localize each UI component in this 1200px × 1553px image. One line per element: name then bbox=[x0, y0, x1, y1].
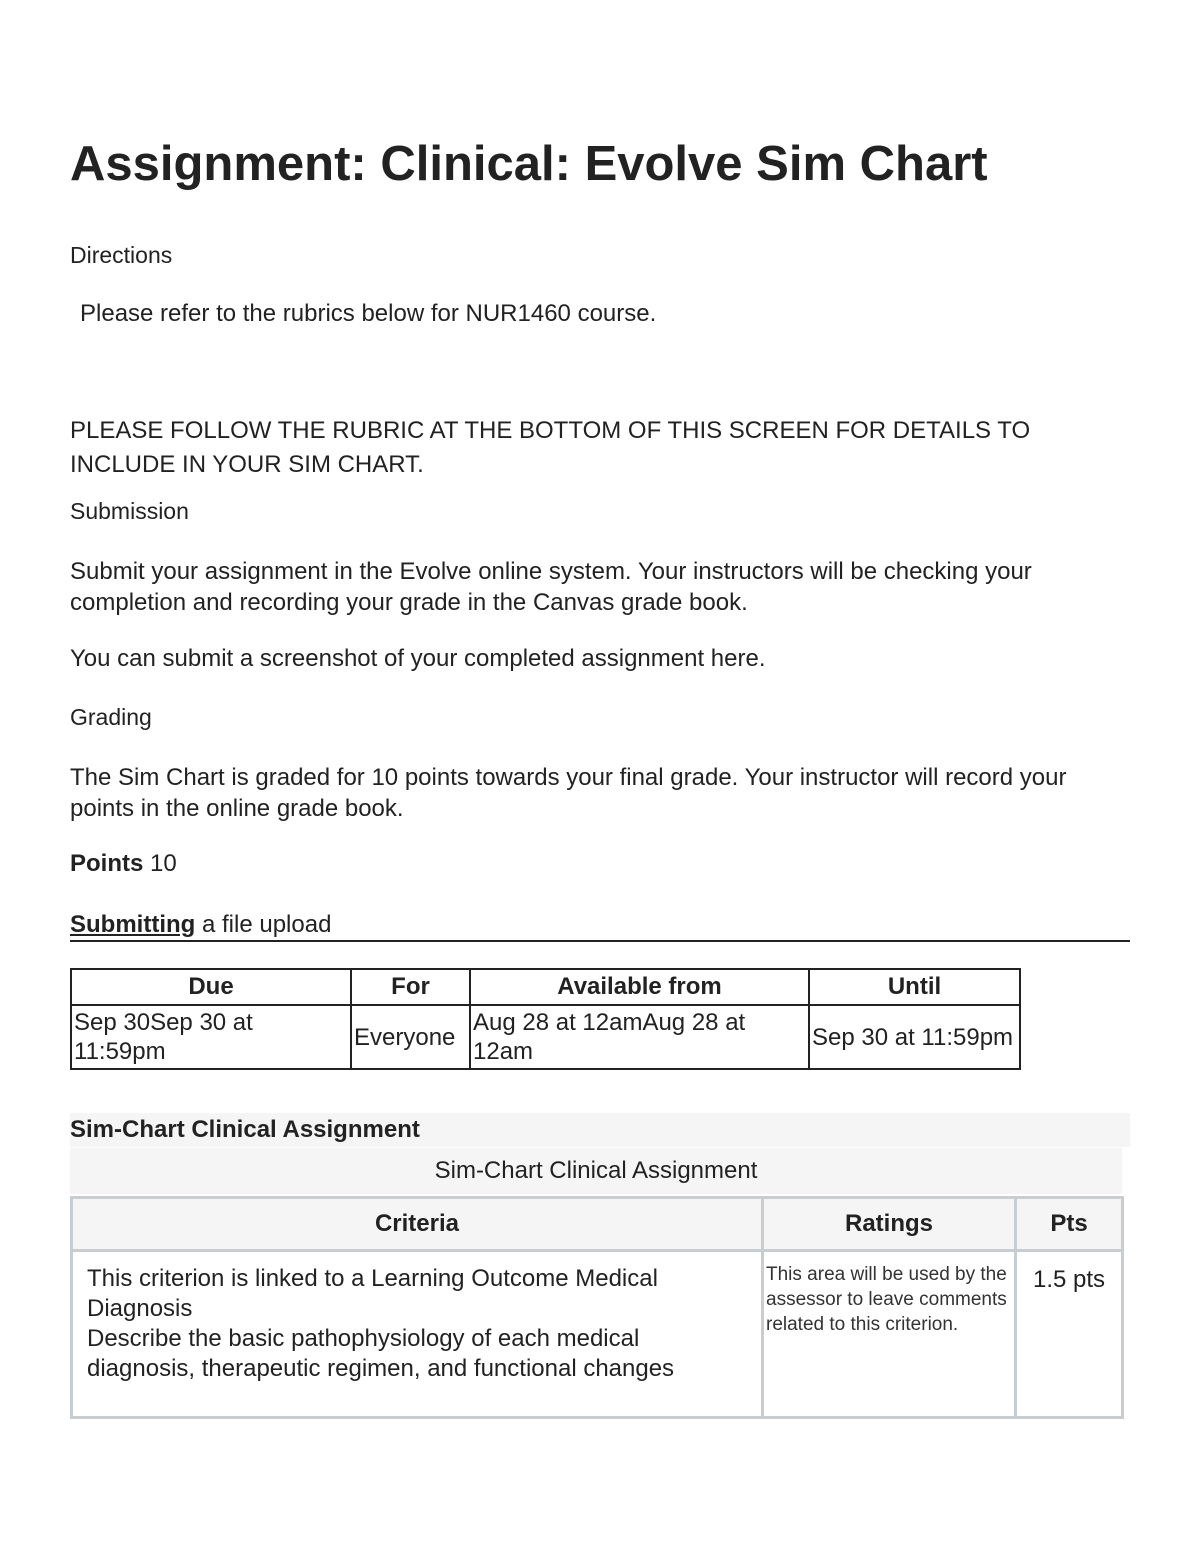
dates-row bbox=[71, 1005, 1020, 1069]
points-line bbox=[70, 849, 177, 879]
criterion-outcome: This criterion is linked to a Learning Outcome Medical Diagnosis bbox=[87, 1265, 658, 1322]
submitting-line bbox=[70, 910, 1130, 942]
directions-heading: Directions bbox=[70, 242, 173, 268]
rubric-row bbox=[72, 1251, 1123, 1418]
submitting-value: a file upload bbox=[201, 911, 332, 938]
criterion-points: 1.5 pts bbox=[1016, 1251, 1123, 1418]
rubric-caption: Sim-Chart Clinical Assignment bbox=[70, 1148, 1122, 1194]
dates-table bbox=[70, 968, 1021, 1070]
available-from-value: Aug 28 at 12amAug 28 at 12am bbox=[470, 1005, 809, 1069]
pts-header: Pts bbox=[1016, 1198, 1123, 1251]
rating-comment: This area will be used by the assessor to leave comments related to this criterion. bbox=[763, 1251, 1016, 1418]
ratings-header: Ratings bbox=[763, 1198, 1016, 1251]
due-value: Sep 30Sep 30 at 11:59pm bbox=[71, 1005, 351, 1069]
directions-line2: PLEASE FOLLOW THE RUBRIC AT THE BOTTOM OF THIS SCREEN FOR DETAILS TO INCLUDE IN YOUR SIM CHART. bbox=[70, 417, 1031, 478]
for-header: For bbox=[351, 969, 470, 1005]
for-value: Everyone bbox=[351, 1005, 470, 1069]
directions-line1: Please refer to the rubrics below for NUR1460 course. bbox=[80, 300, 657, 327]
grading-text: The Sim Chart is graded for 10 points towards your final grade. Your instructor will record your points in the online grade book. bbox=[70, 764, 1067, 822]
rubric-heading: Sim-Chart Clinical Assignment bbox=[70, 1113, 1130, 1147]
grading-heading: Grading bbox=[70, 704, 152, 730]
rubric-table bbox=[70, 1196, 1124, 1419]
submission-text: Submit your assignment in the Evolve online system. Your instructors will be checking your completion and recording your grade in the Canvas grade book. bbox=[70, 558, 1032, 616]
criterion-cell bbox=[72, 1251, 763, 1418]
dates-header-row bbox=[71, 969, 1020, 1005]
submitting-label: Submitting bbox=[70, 911, 196, 938]
until-header: Until bbox=[809, 969, 1020, 1005]
points-value: 10 bbox=[150, 850, 177, 877]
available-from-header: Available from bbox=[470, 969, 809, 1005]
submission-heading: Submission bbox=[70, 498, 189, 524]
rubric-header-row bbox=[72, 1198, 1123, 1251]
page-title: Assignment: Clinical: Evolve Sim Chart bbox=[70, 137, 988, 191]
points-label: Points bbox=[70, 850, 144, 877]
until-value: Sep 30 at 11:59pm bbox=[809, 1005, 1020, 1069]
submission-screenshot-text: You can submit a screenshot of your completed assignment here. bbox=[70, 645, 766, 672]
criterion-description: Describe the basic pathophysiology of each medical diagnosis, therapeutic regimen, and functional changes bbox=[87, 1325, 675, 1382]
criteria-header: Criteria bbox=[72, 1198, 763, 1251]
due-header: Due bbox=[71, 969, 351, 1005]
